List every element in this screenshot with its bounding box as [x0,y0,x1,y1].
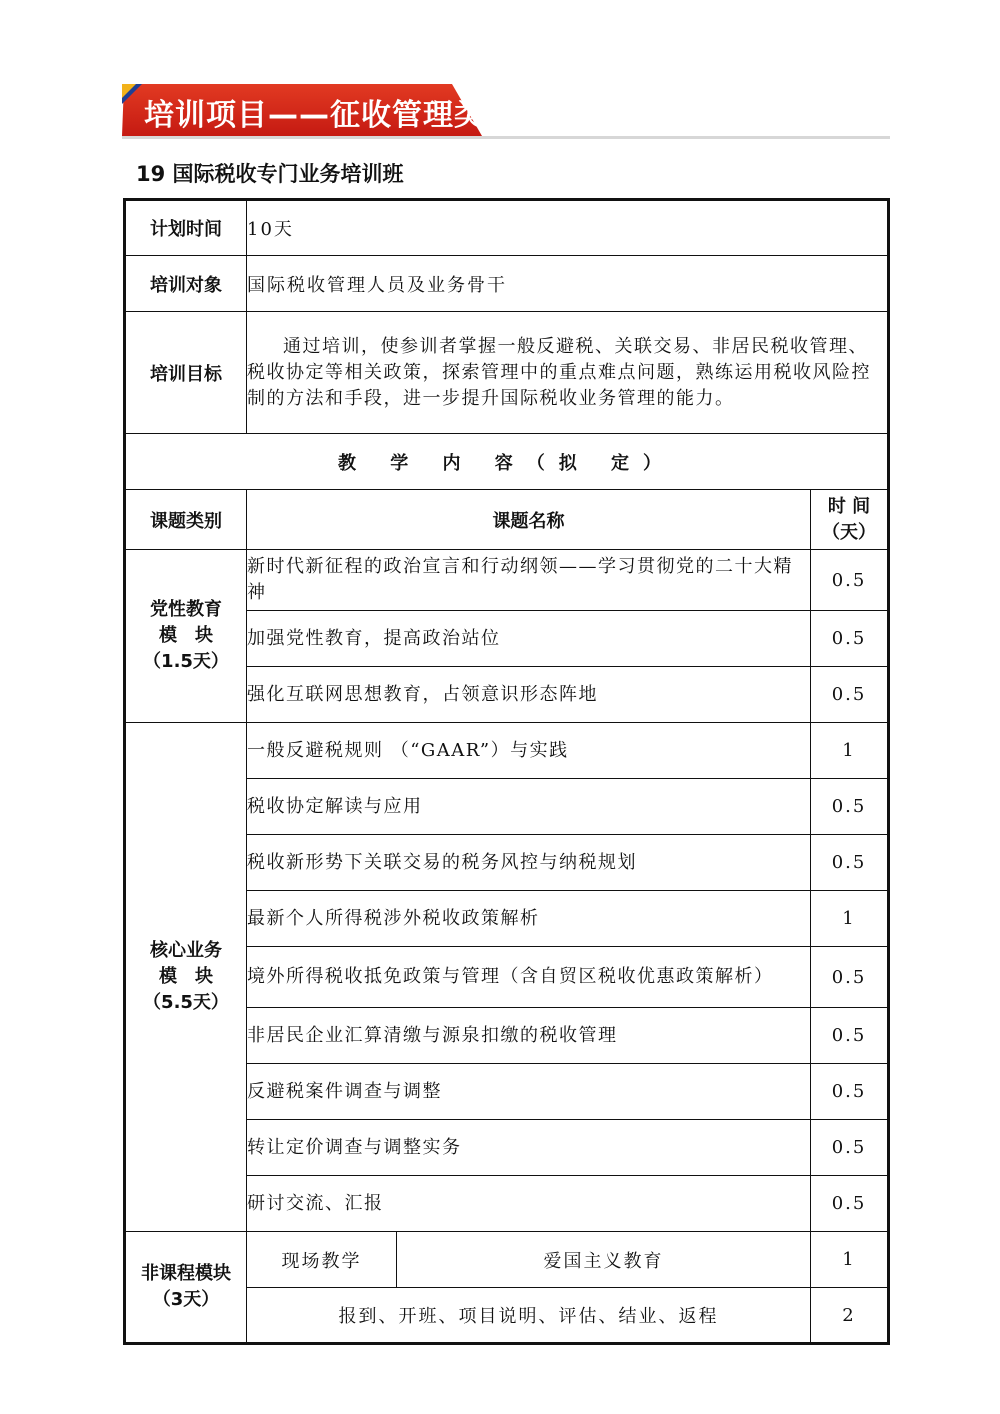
days-cell: 2 [811,1288,889,1344]
column-category: 课题类别 [125,490,247,550]
table-row [125,723,889,779]
days-cell: 0.5 [811,667,889,723]
topic-cell: 一般反避税规则 （“GAAR”）与实践 [247,723,811,779]
topic-cell: 税收协定解读与应用 [247,779,811,835]
topic-cell: 报到、开班、项目说明、评估、结业、返程 [247,1288,811,1344]
module-name-line2: （3天） [152,1289,220,1310]
days-cell: 0.5 [811,835,889,891]
module-name-line1: 党性教育 [150,599,222,620]
days-cell: 0.5 [811,779,889,835]
banner-yellow-corner [122,84,136,98]
module-core-business [125,723,247,1232]
days-cell: 0.5 [811,611,889,667]
section-title: 19 国际税收专门业务培训班 [136,162,404,186]
content-heading: 教 学 内 容（拟 定） [125,434,889,490]
topic-cell: 转让定价调查与调整实务 [247,1120,811,1176]
column-header-row [125,490,889,550]
header-banner [122,84,890,142]
module-name-line3: （5.5天） [143,992,229,1013]
banner-title: 培训项目——征收管理类 [144,98,485,133]
topic-cell: 境外所得税收抵免政策与管理（含自贸区税收优惠政策解析） [247,947,811,1008]
topic-cell: 研讨交流、汇报 [247,1176,811,1232]
goal-value: 通过培训，使参训者掌握一般反避税、关联交易、非居民税收管理、税收协定等相关政策，探索管理中的重点难点问题，熟练运用税收风险控制的方法和手段，进一步提升国际税收业务管理的能力。 [247,312,889,434]
topic-cell: 非居民企业汇算清缴与源泉扣缴的税收管理 [247,1008,811,1064]
topic-cell: 强化互联网思想教育，占领意识形态阵地 [247,667,811,723]
module-non-course [125,1232,247,1344]
table-row [125,550,889,611]
days-cell: 0.5 [811,947,889,1008]
module-name-line2: 模 块 [159,966,213,987]
topic-cell: 爱国主义教育 [397,1232,811,1288]
goal-row [125,312,889,434]
days-cell: 1 [811,1232,889,1288]
days-cell: 0.5 [811,1064,889,1120]
module-name-line2: 模 块 [159,625,213,646]
banner-rule [122,136,890,139]
sub-category-cell: 现场教学 [247,1232,397,1288]
target-row [125,256,889,312]
table-row [125,1232,889,1288]
module-party-education [125,550,247,723]
goal-label: 培训目标 [125,312,247,434]
days-cell: 0.5 [811,1008,889,1064]
plan-time-label: 计划时间 [125,200,247,256]
target-value: 国际税收管理人员及业务骨干 [247,256,889,312]
topic-cell: 加强党性教育，提高政治站位 [247,611,811,667]
days-cell: 0.5 [811,550,889,611]
column-days [811,490,889,550]
days-cell: 0.5 [811,1120,889,1176]
topic-cell: 反避税案件调查与调整 [247,1064,811,1120]
topic-cell: 最新个人所得税涉外税收政策解析 [247,891,811,947]
module-name-line3: （1.5天） [143,651,229,672]
topic-cell: 税收新形势下关联交易的税务风控与纳税规划 [247,835,811,891]
days-cell: 0.5 [811,1176,889,1232]
column-days-line2: （天） [822,521,876,543]
column-topic: 课题名称 [247,490,811,550]
target-label: 培训对象 [125,256,247,312]
module-name-line1: 非课程模块 [141,1263,231,1284]
plan-time-row [125,200,889,256]
topic-cell: 新时代新征程的政治宣言和行动纲领——学习贯彻党的二十大精神 [247,550,811,611]
plan-time-value: 10天 [247,200,889,256]
module-name-line1: 核心业务 [150,940,222,961]
column-days-line1: 时 间 [827,495,871,517]
content-heading-row [125,434,889,490]
course-table [123,198,890,1345]
days-cell: 1 [811,891,889,947]
days-cell: 1 [811,723,889,779]
